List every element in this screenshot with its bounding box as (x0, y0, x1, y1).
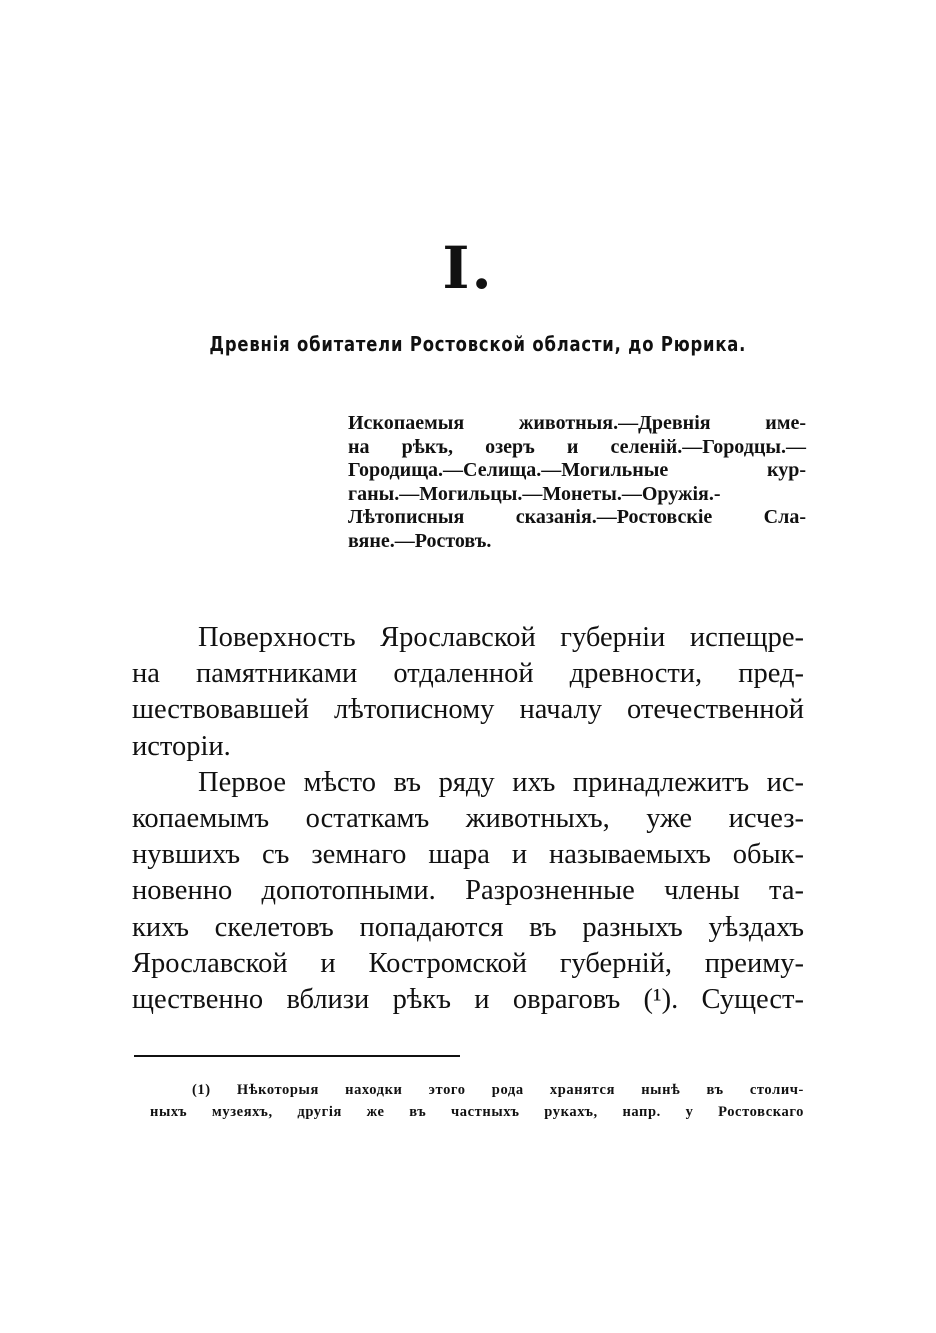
body-line: Первое мѣсто въ ряду ихъ принадлежитъ ис- (198, 766, 804, 798)
body-line: нувшихъ съ земнаго шара и называемыхъ обык- (132, 839, 804, 871)
footnote-line: ныхъ музеяхъ, другія же въ частныхъ рукахъ, напр. у Ростовскаго (150, 1104, 804, 1120)
summary-line: Ископаемыя животныя.—Древнія име- (348, 412, 806, 434)
footnote-line: (1) Нѣкоторыя находки этого рода хранятся нынѣ въ столич- (192, 1082, 804, 1098)
summary-line: Городища.—Селища.—Могильные кур- (348, 459, 806, 481)
body-line: щественно вблизи рѣкъ и овраговъ (¹). Сущест- (132, 984, 804, 1016)
body-line: исторіи. (132, 730, 231, 762)
summary-line: вяне.—Ростовъ. (348, 529, 492, 552)
summary-line: на рѣкъ, озеръ и селеній.—Городцы.— (348, 435, 806, 458)
body-text (132, 620, 804, 1018)
chapter-title: Древнія обитатели Ростовской области, до Рюрика. (209, 332, 747, 356)
chapter-summary (348, 412, 806, 553)
body-line: кихъ скелетовъ попадаются въ разныхъ уѣздахъ (132, 911, 804, 943)
summary-line: Лѣтописныя сказанія.—Ростовскіе Сла- (348, 506, 806, 528)
footnote-divider (134, 1055, 460, 1057)
body-line: новенно допотопными. Разрозненные члены та- (132, 875, 804, 907)
body-line: Ярославской и Костромской губерній, преиму- (132, 947, 804, 979)
body-line: шествовавшей лѣтописному началу отечественной (132, 694, 804, 726)
chapter-numeral: I. (442, 234, 494, 302)
body-line: копаемымъ остаткамъ животныхъ, уже исчез- (132, 803, 804, 835)
footnote (150, 1079, 804, 1123)
body-line: Поверхность Ярославской губерніи испещре- (198, 622, 804, 653)
summary-line: ганы.—Могильцы.—Монеты.—Оружія.- (348, 482, 721, 505)
body-line: на памятниками отдаленной древности, пред- (132, 658, 804, 690)
